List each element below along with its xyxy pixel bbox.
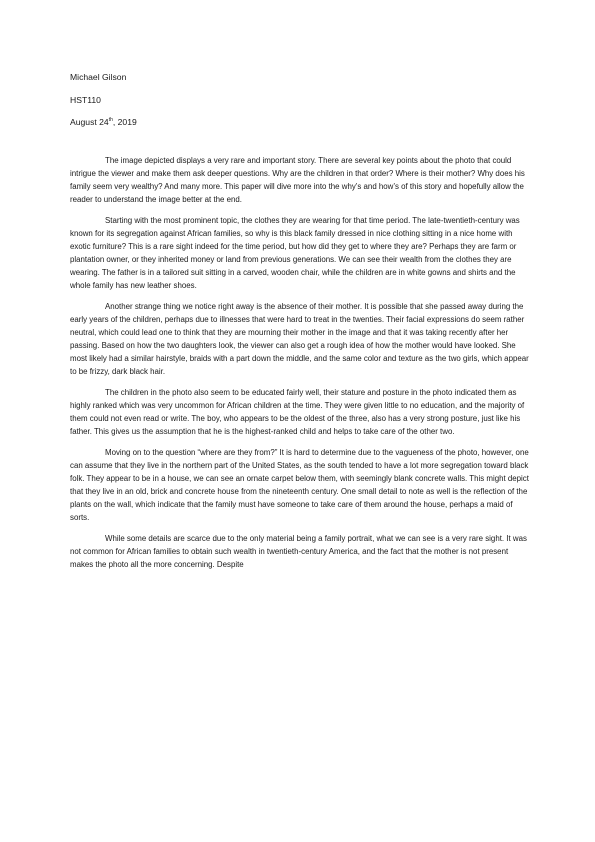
essay-paragraph-3: Another strange thing we notice right away is the absence of their mother. It is possible that she passed away during the early years of the children, perhaps due to illnesses that were hard to treat in the twenties. Their facial expressions do seem rather neutral, which could lead one to think that they are mourning their mother in the image and that it was taking recently after her passing. Based on how the two daughters look, the viewer can also get a rough idea of how the mother would have looked. She most likely had a similar hairstyle, braids with a part down the middle, and the same color and texture as the two girls, which appear to be frizzy, dark black hair. (70, 301, 529, 376)
essay-paragraph-5: Moving on to the question “where are they from?” It is hard to determine due to the vagueness of the photo, however, one can assume that they live in the northern part of the United States, as the south tended to have a lot more segregation toward black folk. They appear to be in a house, we can see an ornate carpet below them, with seemingly blank concrete walls. This might depict that they live in an old, brick and concrete house from the nineteenth century. One small detail to note as well is the reflection of the plants on the wall, which indicate that the family must have someone to take care of them around the house, perhaps a maid of sorts. (70, 447, 529, 522)
author-name: Michael Gilson (70, 72, 127, 82)
date-month-day: August 24 (70, 117, 109, 127)
essay-body (70, 155, 532, 580)
date-ordinal-suffix: th (108, 117, 113, 124)
essay-paragraph-1: The image depicted displays a very rare and important story. There are several key points about the photo that could intrigue the viewer and make them ask deeper questions. Why are the children in that order? Where is their mother? Why does his family seem very wealthy? And many more. This paper will dive more into the why’s and how’s of this story and hopefully allow the reader to understand the image better at the end. (70, 156, 525, 204)
document-header (70, 72, 530, 140)
course-code: HST110 (70, 94, 101, 105)
document-date (70, 117, 530, 128)
essay-paragraph-4: The children in the photo also seem to be educated fairly well, their stature and posture in the photo indicated them as highly ranked which was very uncommon for African children at the time. They were given little to no education, and the majority of them could not even read or write. The boy, who appears to be the oldest of the three, also has a very strong posture, just like his father. This gives us the assumption that he is the highest-ranked child and helps to take care of the other two. (70, 387, 525, 436)
essay-paragraph-2: Starting with the most prominent topic, the clothes they are wearing for that time period. The late-twentieth-century was known for its segregation against African families, so why is this black family dressed in nice clothing sitting in a nice home with exotic furniture? This is a rare sight indeed for the time period, but how did they get to where they are? Perhaps they are farm or plantation owner, or they inherited money or land from previous generations. We can see their wealth from the clothes they are wearing. The father is in a tailored suit sitting in a carved, wooden chair, while the children are in white gowns and shirts and the whole family has new leather shoes. (70, 216, 520, 290)
date-year: , 2019 (112, 117, 137, 127)
essay-paragraph-6: While some details are scarce due to the only material being a family portrait, what we can see is a very rare sight. It was not common for African families to obtain such wealth in twentieth-century America, and the fact that the mother is not present makes the photo all the more concerning. Despite (70, 533, 527, 569)
